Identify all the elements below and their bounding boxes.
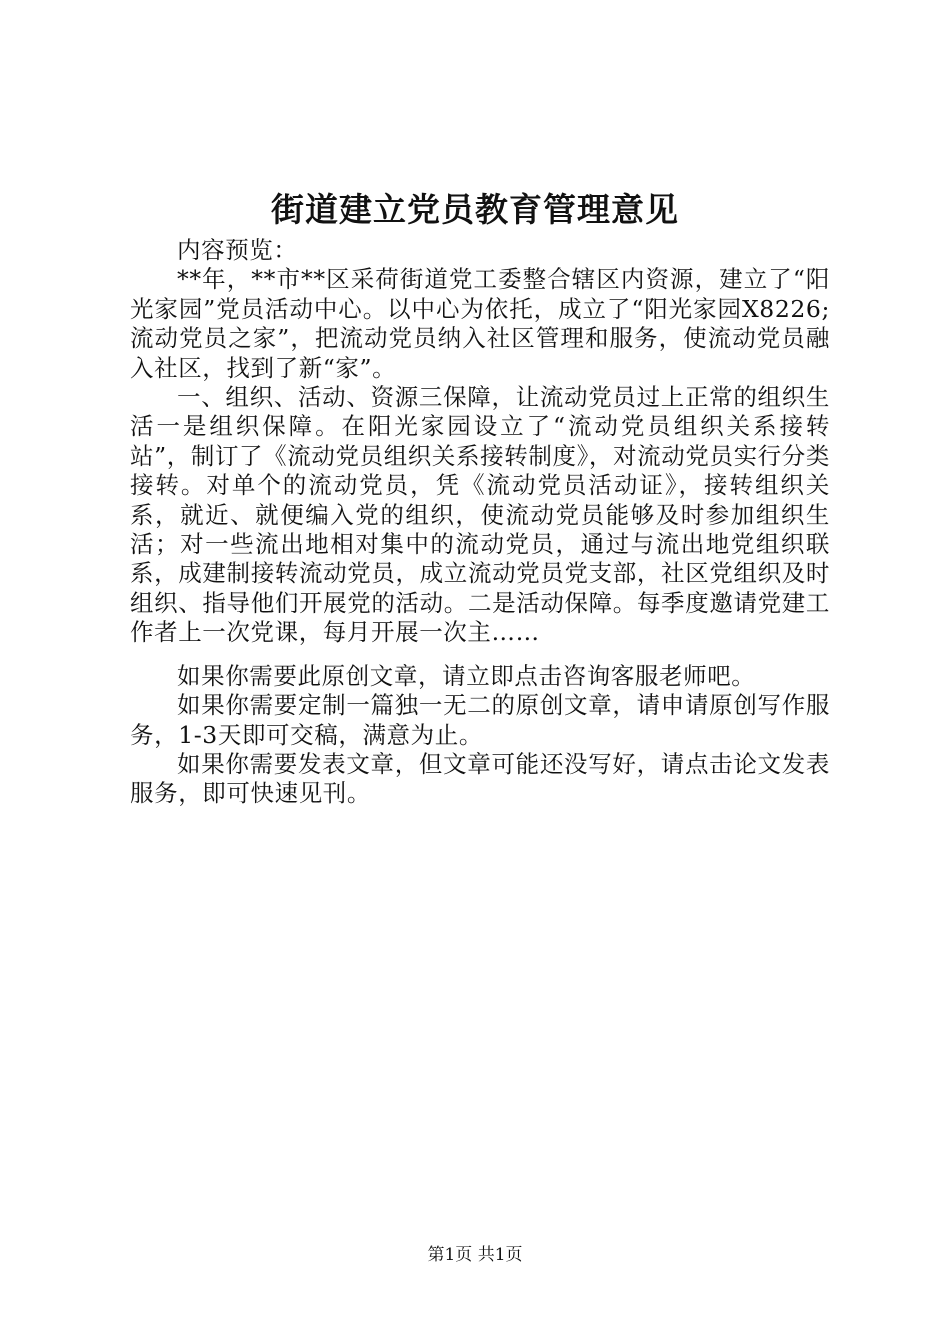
page-footer: 第1页 共1页 (427, 1245, 523, 1265)
document-title: 街道建立党员教育管理意见 (271, 190, 679, 229)
document-body (130, 236, 830, 809)
promo-paragraph-consult: 如果你需要此原创文章，请立即点击咨询客服老师吧。 (177, 661, 756, 690)
promo-paragraph-custom-writing: 如果你需要定制一篇独一无二的原创文章，请申请原创写作服务，1-3天即可交稿，满意为止。 (130, 691, 830, 749)
preview-label: 内容预览： (177, 236, 298, 264)
body-paragraph-intro: **年，**市**区采荷街道党工委整合辖区内资源，建立了“阳光家园”党员活动中心。以中心为依托，成立了“阳光家园X8226;流动党员之家”，把流动党员纳入社区管理和服务，使流动党员融入社区，找到了新“家”。 (130, 265, 830, 382)
promo-paragraph-publish: 如果你需要发表文章，但文章可能还没写好，请点击论文发表服务，即可快速见刊。 (130, 749, 830, 808)
body-paragraph-guarantee: 一、组织、活动、资源三保障，让流动党员过上正常的组织生活一是组织保障。在阳光家园设立了“流动党员组织关系接转站”，制订了《流动党员组织关系接转制度》，对流动党员实行分类接转。对单个的流动党员，凭《流动党员活动证》，接转组织关系，就近、就便编入党的组织，使流动党员能够及时参加组织生活；对一些流出地相对集中的流动党员，通过与流出地党组织联系，成建制接转流动党员，成立流动党员党支部，社区党组织及时组织、指导他们开展党的活动。二是活动保障。每季度邀请党建工作者上一次党课，每月开展一次主…… (130, 383, 830, 647)
